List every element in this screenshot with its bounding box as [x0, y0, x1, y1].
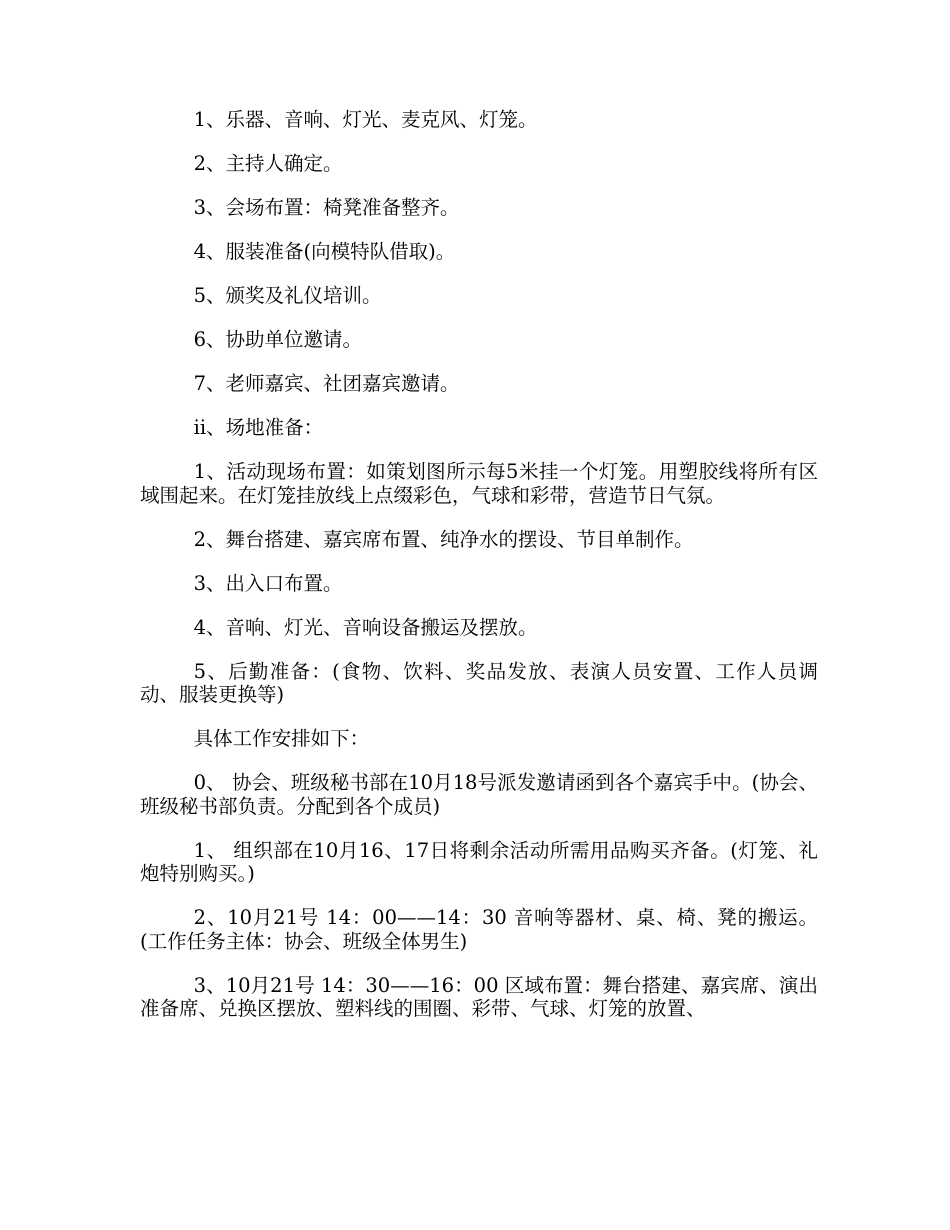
- document-body: [140, 108, 818, 1041]
- list-item-site-decoration: 1、活动现场布置：如策划图所示每5米挂一个灯笼。用塑胶线将所有区域围起来。在灯笼挂放线上点缀彩色，气球和彩带，营造节日气氛。: [140, 460, 818, 507]
- schedule-item-transport: 2、10月21号 14：00——14：30 音响等器材、桌、椅、凳的搬运。(工作任务主体：协会、班级全体男生): [140, 906, 818, 953]
- list-item-entrance: 3、出入口布置。: [193, 571, 343, 595]
- section-heading-work-schedule: 具体工作安排如下：: [193, 727, 370, 750]
- list-item-award-training: 5、颁奖及礼仪培训。: [193, 284, 382, 307]
- schedule-item-area-setup: 3、10月21号 14：30——16：00 区域布置：舞台搭建、嘉宾席、演出准备席、兑换区摆放、塑料线的围圈、彩带、气球、灯笼的放置、: [140, 973, 818, 1020]
- list-item-equipment: 4、音响、灯光、音响设备搬运及摆放。: [193, 615, 538, 639]
- list-item-instruments: 1、乐器、音响、灯光、麦克风、灯笼。: [193, 108, 538, 131]
- list-item-partner-invites: 6、协助单位邀请。: [193, 328, 363, 351]
- list-item-logistics: 5、后勤准备：(食物、饮料、奖品发放、表演人员安置、工作人员调动、服装更换等): [140, 659, 818, 706]
- list-item-costumes: 4、服装准备(向模特队借取)。: [193, 240, 456, 263]
- list-item-guest-invites: 7、老师嘉宾、社团嘉宾邀请。: [193, 372, 460, 395]
- schedule-item-invitations: 0、 协会、班级秘书部在10月18号派发邀请函到各个嘉宾手中。(协会、班级秘书部负责。分配到各个成员): [140, 771, 818, 818]
- list-item-stage-setup: 2、舞台搭建、嘉宾席布置、纯净水的摆设、节目单制作。: [193, 527, 694, 551]
- section-heading-venue-prep: ii、场地准备：: [193, 416, 324, 439]
- list-item-venue-layout: 3、会场布置：椅凳准备整齐。: [193, 196, 460, 219]
- list-item-host: 2、主持人确定。: [193, 152, 343, 175]
- schedule-item-purchasing: 1、 组织部在10月16、17日将剩余活动所需用品购买齐备。(灯笼、礼炮特别购买。): [140, 838, 818, 885]
